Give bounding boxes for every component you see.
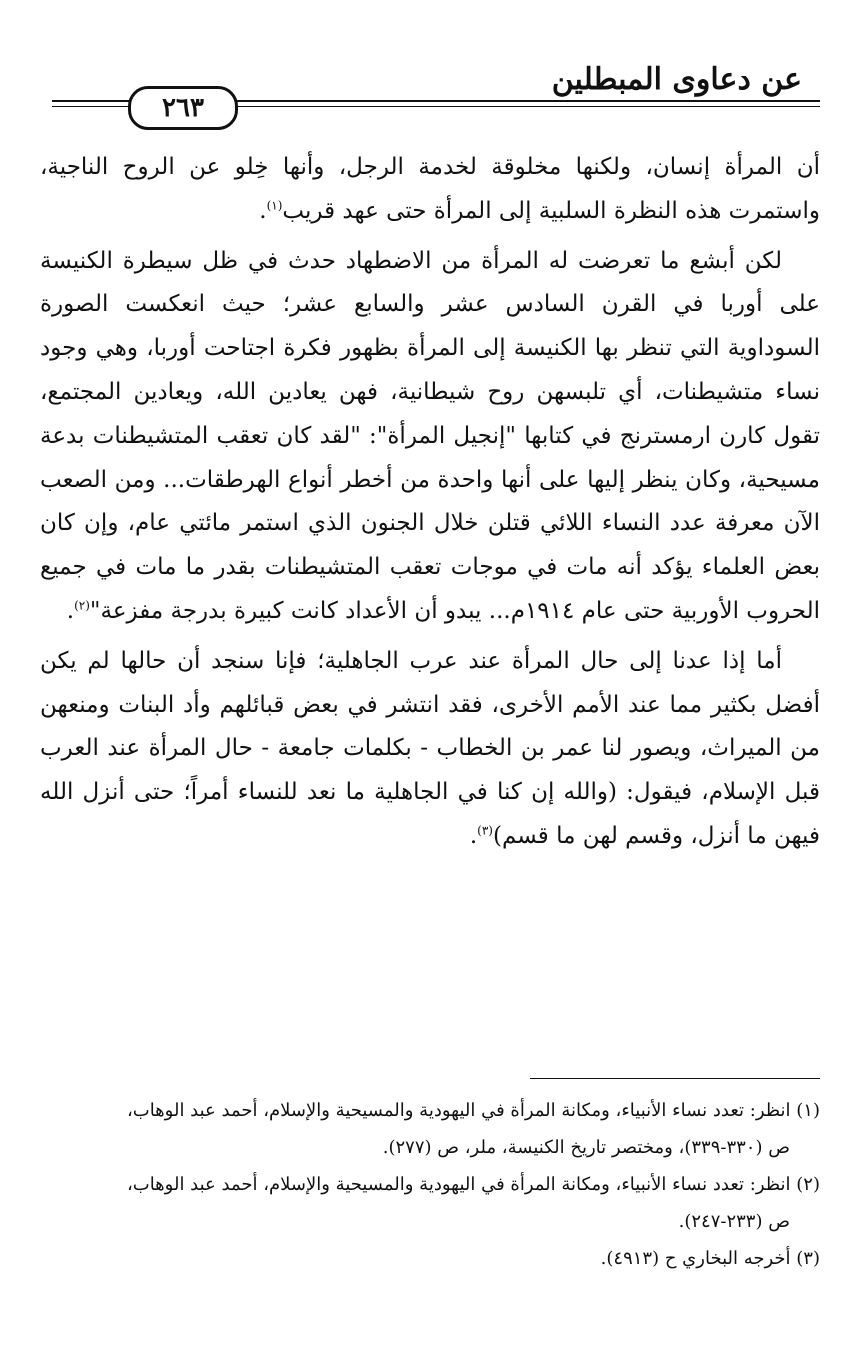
paragraph-1-text: أن المرأة إنسان، ولكنها مخلوقة لخدمة الرجل، وأنها خِلو عن الروح الناجية، واستمرت هذه النظرة السلبية إلى المرأة حتى عهد قريب (40, 154, 820, 224)
footnotes (40, 1092, 820, 1277)
footnote-ref-2: (٢) (74, 598, 90, 613)
footnote-separator (530, 1078, 820, 1079)
footnote-3: (٣) أخرجه البخاري ح (٤٩١٣). (600, 1248, 820, 1269)
running-title: عن دعاوى المبطلين (551, 62, 802, 97)
footnote-ref-3: (٣) (477, 823, 493, 838)
paragraph-2-text: لكن أبشع ما تعرضت له المرأة من الاضطهاد حدث في ظل سيطرة الكنيسة على أوربا في القرن السادس عشر والسابع عشر؛ حيث انعكست الصورة السوداوية التي تنظر بها الكنيسة إلى المرأة بظهور فكرة اجتاحت أوربا، وهي وجود نساء متشيطنات، أي تلبسهن روح شيطانية، فهن يعادين الله، ويعادين المجتمع، تقول كارن ارمسترنج في كتابها "إنجيل المرأة": "لقد كان تعقب المتشيطنات بدعة مسيحية، وكان ينظر إليها على أنها واحدة من أخطر أنواع الهرطقات... ومن الصعب الآن معرفة عدد النساء اللائي قتلن خلال الجنون الذي استمر مائتي عام، وإن كان بعض العلماء يؤكد أنه مات في موجات تعقب المتشيطنات بقدر ما مات في جميع الحروب الأوربية حتى عام ١٩١٤م... يبدو أن الأعداد كانت كبيرة بدرجة مفزعة" (40, 247, 820, 624)
page-number-badge: ٢٦٣ (128, 86, 238, 130)
footnote-1-line-1: (١) انظر: تعدد نساء الأنبياء، ومكانة المرأة في اليهودية والمسيحية والإسلام، أحمد عبد الوهاب، (126, 1100, 820, 1121)
paragraph-1: أن المرأة إنسان، ولكنها مخلوقة لخدمة الرجل، وأنها خِلو عن الروح الناجية، واستمرت هذه النظرة السلبية إلى المرأة حتى عهد قريب$^{(١)}$. (40, 154, 820, 224)
main-text (40, 146, 820, 859)
paragraph-3: أما إذا عدنا إلى حال المرأة عند عرب الجاهلية؛ فإنا سنجد أن حالها لم يكن أفضل بكثير مما عند الأمم الأخرى، فقد انتشر في بعض قبائلهم وأد البنات ومنعهن من الميراث، ويصور لنا عمر بن الخطاب - بكلمات جامعة - حال المرأة عند العرب قبل الإسلام، فيقول: (والله إن كنا في الجاهلية ما نعد للنساء أمراً؛ حتى أنزل الله فيهن ما أنزل، وقسم لهن ما قسم)$^{(٣)}$. (40, 647, 820, 849)
footnote-2-line-1: (٢) انظر: تعدد نساء الأنبياء، ومكانة المرأة في اليهودية والمسيحية والإسلام، أحمد عبد الوهاب، (126, 1174, 820, 1195)
footnote-2-line-2: ص (٢٣٣-٢٤٧). (678, 1211, 790, 1232)
paragraph-2: لكن أبشع ما تعرضت له المرأة من الاضطهاد حدث في ظل سيطرة الكنيسة على أوربا في القرن السادس عشر والسابع عشر؛ حيث انعكست الصورة السوداوية التي تنظر بها الكنيسة إلى المرأة بظهور فكرة اجتاحت أوربا، وهي وجود نساء متشيطنات، أي تلبسهن روح شيطانية، فهن يعادين الله، ويعادين المجتمع، تقول كارن ارمسترنج في كتابها "إنجيل المرأة": "لقد كان تعقب المتشيطنات بدعة مسيحية، وكان ينظر إليها على أنها واحدة من أخطر أنواع الهرطقات... ومن الصعب الآن معرفة عدد النساء اللائي قتلن خلال الجنون الذي استمر مائتي عام، وإن كان بعض العلماء يؤكد أنه مات في موجات تعقب المتشيطنات بقدر ما مات في جميع الحروب الأوربية حتى عام ١٩١٤م... يبدو أن الأعداد كانت كبيرة بدرجة مفزعة"$^{(٢)}$. (40, 247, 820, 624)
footnote-1-line-2: ص (٣٣٠-٣٣٩)، ومختصر تاريخ الكنيسة، ملر، ص (٢٧٧). (382, 1137, 790, 1158)
paragraph-3-text: أما إذا عدنا إلى حال المرأة عند عرب الجاهلية؛ فإنا سنجد أن حالها لم يكن أفضل بكثير مما عند الأمم الأخرى، فقد انتشر في بعض قبائلهم وأد البنات ومنعهن من الميراث، ويصور لنا عمر بن الخطاب - بكلمات جامعة - حال المرأة عند العرب قبل الإسلام، فيقول: (والله إن كنا في الجاهلية ما نعد للنساء أمراً؛ حتى أنزل الله فيهن ما أنزل، وقسم لهن ما قسم) (40, 647, 820, 849)
footnote-ref-1: (١) (266, 198, 283, 213)
